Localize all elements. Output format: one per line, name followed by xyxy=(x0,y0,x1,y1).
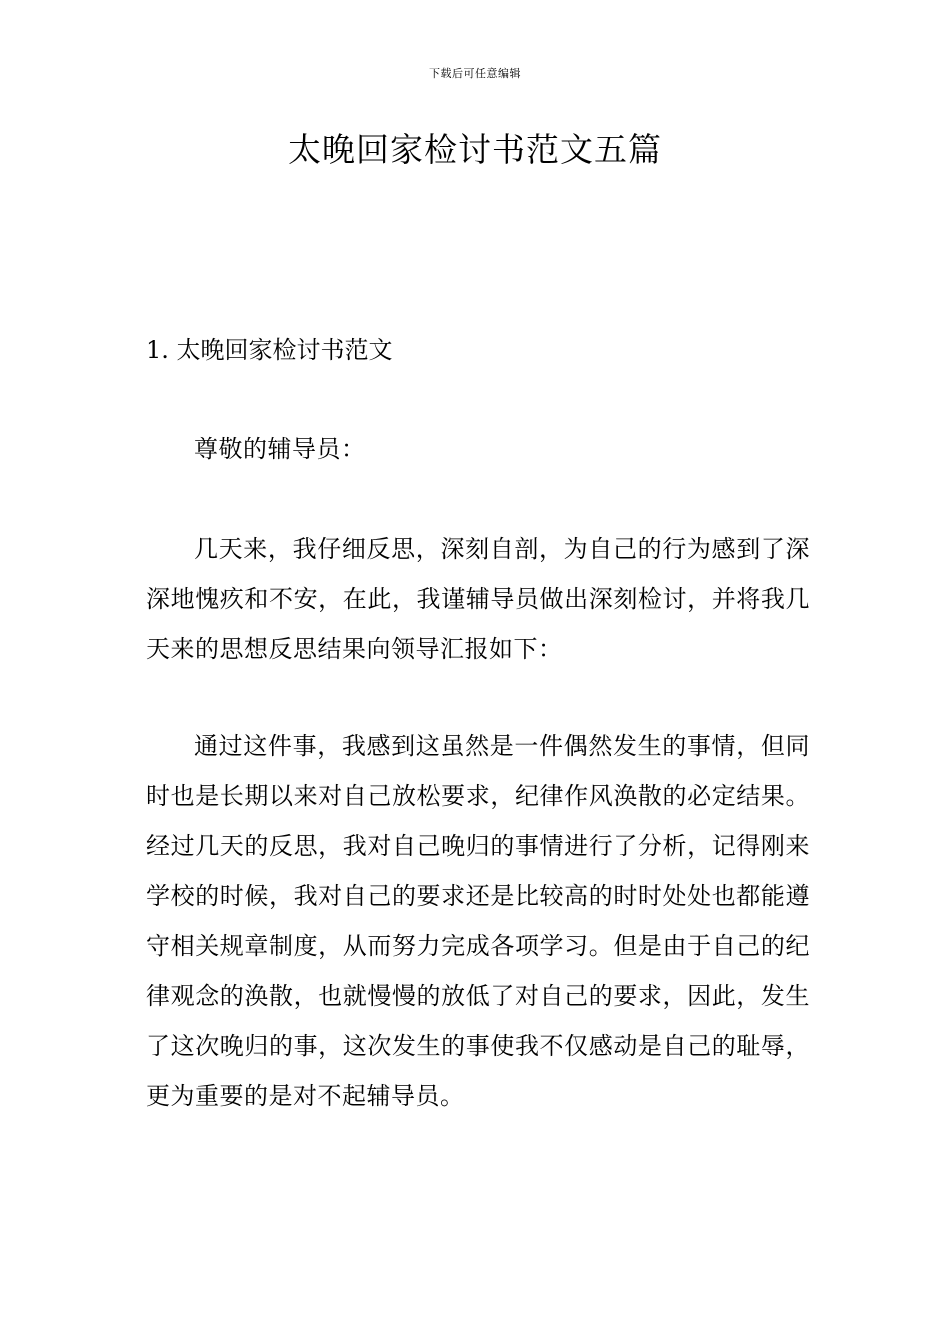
section-heading: 1. 太晚回家检讨书范文 xyxy=(146,336,393,364)
document-title: 太晚回家检讨书范文五篇 xyxy=(288,130,662,169)
download-note: 下载后可任意编辑 xyxy=(429,67,521,80)
salutation: 尊敬的辅导员： xyxy=(194,435,366,463)
paragraph-1: 几天来，我仔细反思，深刻自剖，为自己的行为感到了深深地愧疚和不安，在此，我谨辅导员做出深刻检讨，并将我几天来的思想反思结果向领导汇报如下： xyxy=(146,535,810,663)
paragraph-2: 通过这件事，我感到这虽然是一件偶然发生的事情，但同时也是长期以来对自己放松要求，纪律作风涣散的必定结果。经过几天的反思，我对自己晚归的事情进行了分析，记得刚来学校的时候，我对自己的要求还是比较高的时时处处也都能遵守相关规章制度，从而努力完成各项学习。但是由于自己的纪律观念的涣散，也就慢慢的放低了对自己的要求，因此，发生了这次晚归的事，这次发生的事使我不仅感动是自己的耻辱，更为重要的是对不起辅导员。 xyxy=(146,732,810,1110)
